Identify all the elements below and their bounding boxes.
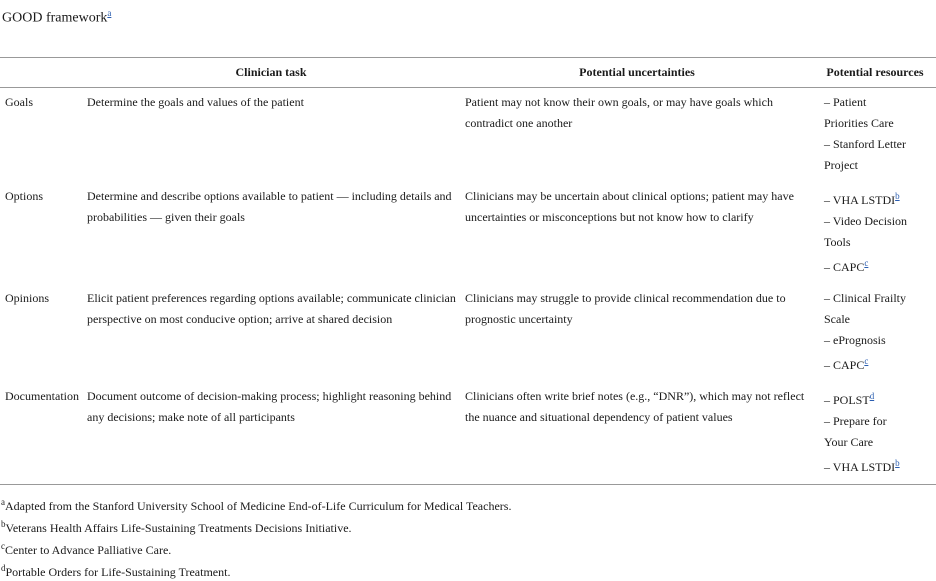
table-row <box>0 88 936 183</box>
table-row <box>0 382 936 485</box>
resource-item <box>824 411 932 432</box>
resource-text: – ePrognosis <box>824 333 886 347</box>
resources-cell <box>814 382 936 485</box>
footnote-mark: c <box>1 541 5 551</box>
footnote-text: Portable Orders for Life-Sustaining Treatment. <box>5 565 231 579</box>
resource-item <box>824 113 932 134</box>
resource-text: Project <box>824 158 858 172</box>
resource-text: – VHA LSTDI <box>824 460 896 474</box>
resource-text: Priorities Care <box>824 116 894 130</box>
caption-title: GOOD framework <box>2 10 108 26</box>
footnote-text: Veterans Health Affairs Life-Sustaining Treatments Decisions Initiative. <box>5 521 352 535</box>
footnote <box>1 515 511 537</box>
resource-item <box>824 288 932 309</box>
clinician-task-cell: Determine the goals and values of the patient <box>87 95 304 109</box>
good-framework-table <box>0 57 936 485</box>
footnote <box>1 537 511 559</box>
resource-item <box>824 330 932 351</box>
row-label: Options <box>5 189 44 203</box>
resource-text: Your Care <box>824 435 874 449</box>
footnote-mark: d <box>1 563 6 573</box>
header-clinician-task: Clinician task <box>235 65 307 79</box>
resources-cell <box>814 284 936 382</box>
row-label: Opinions <box>5 291 50 305</box>
footnote-text: Center to Advance Palliative Care. <box>5 543 172 557</box>
footnotes <box>1 493 511 581</box>
uncertainty-cell: Patient may not know their own goals, or may have goals which contradict one another <box>465 95 773 130</box>
table-header-row <box>0 58 936 88</box>
caption-footnote-link[interactable]: a <box>107 8 112 18</box>
resource-text: Tools <box>824 235 851 249</box>
footnote-link[interactable]: d <box>869 391 875 401</box>
resource-item <box>824 92 932 113</box>
resource-text: – CAPC <box>824 260 865 274</box>
footnote-text: Adapted from the Stanford University School of Medicine End-of-Life Curriculum for Medical Teachers. <box>5 499 512 513</box>
row-label: Goals <box>5 95 33 109</box>
uncertainty-cell: Clinicians often write brief notes (e.g., “DNR”), which may not reflect the nuance and situational dependency of patient values <box>465 389 805 424</box>
footnote-mark: b <box>1 519 6 529</box>
resource-text: – VHA LSTDI <box>824 193 896 207</box>
resource-item <box>824 432 932 453</box>
resource-item <box>824 232 932 253</box>
uncertainty-cell: Clinicians may be uncertain about clinical options; patient may have uncertainties or misconceptions but not know how to clarify <box>465 189 794 224</box>
resource-item <box>824 186 932 211</box>
resource-text: – Clinical Frailty <box>824 291 906 305</box>
resource-text: – Stanford Letter <box>824 137 906 151</box>
resource-item <box>824 253 932 278</box>
footnote <box>1 493 511 515</box>
table-caption <box>2 8 111 27</box>
resources-cell <box>814 88 936 183</box>
footnote-mark: a <box>1 497 5 507</box>
header-potential-uncertainties: Potential uncertainties <box>579 65 695 79</box>
resource-item <box>824 453 932 478</box>
footnote-link[interactable]: c <box>864 258 869 268</box>
footnote-link[interactable]: b <box>895 191 900 201</box>
footnote-link[interactable]: c <box>864 356 869 366</box>
resource-text: – Prepare for <box>824 414 887 428</box>
clinician-task-cell: Document outcome of decision-making process; highlight reasoning behind any decisions; make note of all participants <box>87 389 452 424</box>
resource-item <box>824 386 932 411</box>
resource-item <box>824 211 932 232</box>
clinician-task-cell: Elicit patient preferences regarding options available; communicate clinician perspective on most conducive option; arrive at shared decision <box>87 291 456 326</box>
table-row <box>0 182 936 284</box>
resource-text: Scale <box>824 312 850 326</box>
resource-text: – Video Decision <box>824 214 908 228</box>
header-empty <box>0 58 82 88</box>
uncertainty-cell: Clinicians may struggle to provide clinical recommendation due to prognostic uncertainty <box>465 291 786 326</box>
resource-item <box>824 155 932 176</box>
row-label: Documentation <box>5 389 79 403</box>
resource-item <box>824 309 932 330</box>
resources-cell <box>814 182 936 284</box>
clinician-task-cell: Determine and describe options available to patient — including details and probabilities — given their goals <box>87 189 452 224</box>
footnote-link[interactable]: b <box>895 458 900 468</box>
table-row <box>0 284 936 382</box>
resource-item <box>824 351 932 376</box>
resource-text: – Patient <box>824 95 867 109</box>
resource-text: – CAPC <box>824 358 865 372</box>
header-potential-resources: Potential resources <box>826 65 924 79</box>
footnote <box>1 559 511 581</box>
resource-text: – POLST <box>824 393 870 407</box>
resource-item <box>824 134 932 155</box>
